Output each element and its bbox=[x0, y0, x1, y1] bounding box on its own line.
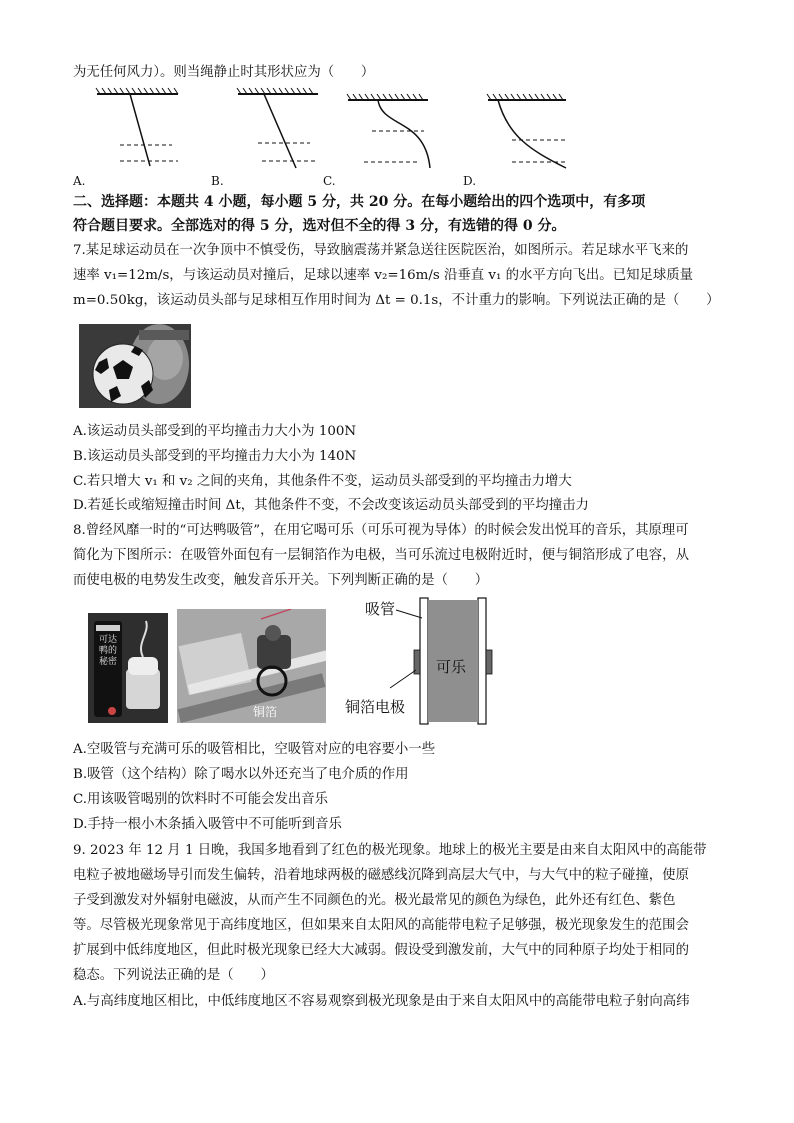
q7-stem-line: 速率 v₁=12m/s，与该运动员对撞后，足球以速率 v₂=16m/s 沿垂直 v₁ 的水平方向飞出。已知足球质量 bbox=[73, 268, 694, 283]
copper-electrode-label: 铜箔电极 bbox=[345, 698, 406, 716]
q7-option-d: D.若延长或缩短撞击时间 Δt，其他条件不变，不会改变该运动员头部受到的平均撞击力 bbox=[73, 498, 589, 513]
q7-option-b: B.该运动员头部受到的平均撞击力大小为 140N bbox=[73, 449, 357, 464]
q7-stem-line: 7.某足球运动员在一次争顶中不慎受伤，导致脑震荡并紧急送往医院医治，如图所示。若足球水平飞来的 bbox=[73, 243, 689, 258]
q8-stem-line: 8.曾经风靡一时的“可达鸭吸管”，在用它喝可乐（可乐可视为导体）的时候会发出悦耳的音乐，其原理可 bbox=[73, 523, 689, 538]
straw-label: 吸管 bbox=[365, 600, 396, 618]
q8-option-d: D.手持一根小木条插入吸管中不可能听到音乐 bbox=[73, 817, 342, 832]
q6-rope-diagrams bbox=[0, 88, 794, 188]
q7-soccer-photo bbox=[79, 324, 191, 408]
rope-diagram-b bbox=[237, 88, 318, 168]
rope-diagram-d bbox=[487, 94, 566, 168]
rope-diagram-a bbox=[96, 88, 178, 166]
q6-option-c-label: C. bbox=[323, 174, 336, 188]
q6-option-a-label: A. bbox=[73, 174, 86, 188]
q7-option-c: C.若只增大 v₁ 和 v₂ 之间的夹角，其他条件不变，运动员头部受到的平均撞击力增大 bbox=[73, 474, 572, 489]
can-text: 可达鸭的秘密 bbox=[99, 635, 118, 667]
rope-diagram-c bbox=[347, 94, 430, 168]
q8-option-b: B.吸管（这个结构）除了喝水以外还充当了电介质的作用 bbox=[73, 767, 409, 782]
q8-straw-photo bbox=[177, 609, 326, 723]
q8-option-c: C.用该吸管喝别的饮料时不可能会发出音乐 bbox=[73, 792, 329, 807]
q9-stem-line: 9. 2023 年 12 月 1 日晚，我国多地看到了红色的极光现象。地球上的极光主要是由来自太阳风中的高能带 bbox=[73, 843, 707, 858]
section-2-heading: 二、选择题：本题共 4 小题，每小题 5 分，共 20 分。在每小题给出的四个选项中，有多项 bbox=[73, 194, 646, 210]
q7-stem-line: m=0.50kg，该运动员头部与足球相互作用时间为 Δt = 0.1s，不计重力的影响。下列说法正确的是（ ） bbox=[73, 293, 720, 308]
q9-stem-line: 等。尽管极光现象常见于高纬度地区，但如果来自太阳风的高能带电粒子足够强，极光现象发生的范围会 bbox=[73, 918, 689, 933]
q8-stem-line: 而使电极的电势发生改变，触发音乐开关。下列判断正确的是（ ） bbox=[73, 573, 489, 588]
q6-option-b-label: B. bbox=[211, 174, 224, 188]
q8-can-photo bbox=[88, 613, 168, 723]
q6-option-d-label: D. bbox=[463, 174, 477, 188]
q9-stem-line: 子受到激发对外辐射电磁波，从而产生不同颜色的光。极光最常见的颜色为绿色，此外还有红色、紫色 bbox=[73, 893, 676, 908]
q9-stem-line: 电粒子被地磁场导引而发生偏转，沿着地球两极的磁感线沉降到高层大气中，与大气中的粒子碰撞，使原 bbox=[73, 868, 689, 883]
q9-option-a: A.与高纬度地区相比，中低纬度地区不容易观察到极光现象是由于来自太阳风中的高能带电粒子射向高纬 bbox=[73, 994, 690, 1009]
q9-stem-line: 扩展到中低纬度地区，但此时极光现象已经大大减弱。假设受到激发前，大气中的同种原子均处于相同的 bbox=[73, 943, 689, 958]
cola-label: 可乐 bbox=[436, 658, 467, 676]
q7-option-a: A.该运动员头部受到的平均撞击力大小为 100N bbox=[73, 424, 357, 439]
q9-stem-line: 稳态。下列说法正确的是（ ） bbox=[73, 968, 274, 983]
section-2-instructions: 符合题目要求。全部选对的得 5 分，选对但不全的得 3 分，有选错的得 0 分。 bbox=[73, 218, 566, 234]
q6-stem-tail: 为无任何风力）。则当绳静止时其形状应为（ ） bbox=[73, 65, 375, 80]
copper-foil-photo-label: 铜箔 bbox=[253, 705, 278, 719]
q8-option-a: A.空吸管与充满可乐的吸管相比，空吸管对应的电容要小一些 bbox=[73, 742, 436, 757]
q8-stem-line: 简化为下图所示：在吸管外面包有一层铜箔作为电极，当可乐流过电极附近时，便与铜箔形成了电容，从 bbox=[73, 548, 689, 563]
